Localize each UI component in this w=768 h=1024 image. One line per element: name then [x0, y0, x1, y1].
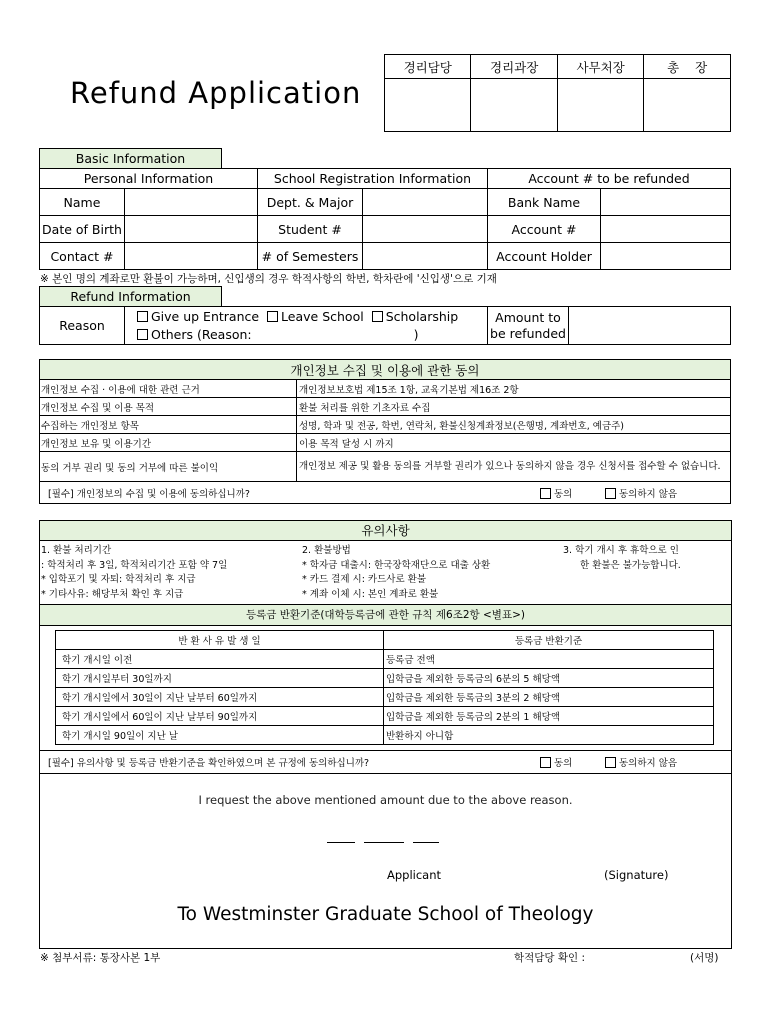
- notice-col-1: 1. 환불 처리기간 : 학적처리 후 3일, 학적처리기간 포함 약 7일 * 입학포기 및 자퇴: 학적처리 후 지급 * 기타사유: 해당부처 확인 후 지급: [41, 545, 228, 600]
- privacy-row-value: 이용 목적 달성 시 까지: [297, 434, 731, 452]
- standard-cell: 입학금을 제외한 등록금의 6분의 5 해당액: [384, 669, 714, 688]
- notice-col-2: 2. 환불방법 * 학자금 대출시: 한국장학재단으로 대출 상환 * 카드 결제 시: 카드사로 환불 * 계좌 이체 시: 본인 계좌로 환불: [302, 545, 491, 600]
- others-close-paren: ): [413, 326, 419, 342]
- field-semesters[interactable]: [363, 243, 488, 270]
- label-reason: Reason: [40, 307, 125, 345]
- privacy-title: 개인정보 수집 및 이용에 관한 동의: [40, 360, 731, 380]
- option-scholarship[interactable]: Scholarship: [372, 309, 459, 324]
- standard-cell: 학기 개시일 이전: [56, 650, 384, 669]
- privacy-row-label: 개인정보 수집 및 이용 목적: [40, 398, 297, 416]
- field-student-number[interactable]: [363, 216, 488, 243]
- standard-cell: 등록금 전액: [384, 650, 714, 669]
- request-text: I request the above mentioned amount due to the above reason.: [198, 793, 573, 807]
- privacy-disagree[interactable]: 동의하지 않음: [605, 486, 677, 500]
- standard-cell: 학기 개시일에서 60일이 지난 날부터 90일까지: [56, 707, 384, 726]
- label-account-holder: Account Holder: [488, 243, 601, 270]
- checkbox-icon[interactable]: [540, 488, 551, 499]
- label-name: Name: [40, 189, 125, 216]
- field-account-number[interactable]: [601, 216, 731, 243]
- approval-sign-box[interactable]: [557, 79, 643, 132]
- option-others[interactable]: Others (Reason:: [137, 327, 252, 342]
- date-line-day[interactable]: [413, 842, 439, 843]
- label-amount: Amount to be refunded: [488, 307, 569, 345]
- checkbox-icon[interactable]: [137, 311, 148, 322]
- approval-header: 경리과장: [471, 55, 557, 79]
- field-dept-major[interactable]: [363, 189, 488, 216]
- field-bank-name[interactable]: [601, 189, 731, 216]
- label-contact: Contact #: [40, 243, 125, 270]
- approval-header: 경리담당: [385, 55, 471, 79]
- date-line-year[interactable]: [327, 842, 355, 843]
- field-account-holder[interactable]: [601, 243, 731, 270]
- attachments-note: ※ 첨부서류: 통장사본 1부: [40, 952, 161, 964]
- standard-cell: 입학금을 제외한 등록금의 2분의 1 해당액: [384, 707, 714, 726]
- checkbox-icon[interactable]: [372, 311, 383, 322]
- standard-header: 등록금 반환기준: [384, 631, 714, 650]
- checkbox-icon[interactable]: [605, 757, 616, 768]
- date-line-month[interactable]: [364, 842, 404, 843]
- notice-col-3: 3. 학기 개시 후 휴학으로 인 한 환불은 불가능합니다.: [563, 545, 681, 571]
- refund-standard-title: 등록금 반환기준(대학등록금에 관한 규칙 제6조2항 <별표>): [40, 604, 731, 626]
- signature-label: (Signature): [604, 868, 669, 882]
- notice-agree[interactable]: 동의: [540, 755, 572, 769]
- checkbox-icon[interactable]: [540, 757, 551, 768]
- notice-consent-row: [40, 750, 731, 774]
- approval-sign-box[interactable]: [471, 79, 557, 132]
- refund-info-table: [39, 306, 731, 345]
- field-dob[interactable]: [125, 216, 258, 243]
- option-give-up[interactable]: Give up Entrance: [137, 309, 259, 324]
- label-dob: Date of Birth: [40, 216, 125, 243]
- standard-cell: 학기 개시일에서 30일이 지난 날부터 60일까지: [56, 688, 384, 707]
- privacy-row-label: 개인정보 수집 · 이용에 대한 관련 근거: [40, 380, 297, 398]
- standard-cell: 입학금을 제외한 등록금의 3분의 2 해당액: [384, 688, 714, 707]
- col-header-school: School Registration Information: [258, 169, 488, 189]
- field-name[interactable]: [125, 189, 258, 216]
- refund-info-label: Refund Information: [39, 286, 222, 307]
- privacy-table: [39, 359, 731, 504]
- standard-header: 반 환 사 유 발 생 일: [56, 631, 384, 650]
- refund-standard-table: [55, 630, 714, 745]
- approval-sign-box[interactable]: [644, 79, 731, 132]
- col-header-account: Account # to be refunded: [488, 169, 731, 189]
- field-amount[interactable]: [569, 307, 731, 345]
- page-title: Refund Application: [70, 76, 362, 110]
- label-account-number: Account #: [488, 216, 601, 243]
- privacy-row-label: 개인정보 보유 및 이용기간: [40, 434, 297, 452]
- basic-note: ※ 본인 명의 계좌로만 환불이 가능하며, 신입생의 경우 학적사항의 학번, 학차란에 '신입생'으로 기재: [40, 273, 497, 285]
- privacy-row-label: 동의 거부 권리 및 동의 거부에 따른 불이익: [40, 452, 297, 482]
- field-contact[interactable]: [125, 243, 258, 270]
- approval-table: [384, 54, 731, 132]
- to-line: To Westminster Graduate School of Theology: [177, 904, 594, 925]
- privacy-consent-question: [필수] 개인정보의 수집 및 이용에 동의하십니까?: [48, 488, 250, 500]
- label-student-number: Student #: [258, 216, 363, 243]
- privacy-row-value: 성명, 학과 및 전공, 학번, 연락처, 환불신청계좌정보(은행명, 계좌번호, 예금주): [297, 416, 731, 434]
- privacy-row-value: 개인정보보호법 제15조 1항, 교육기본법 제16조 2항: [297, 380, 731, 398]
- checkbox-icon[interactable]: [267, 311, 278, 322]
- standard-cell: 학기 개시일 90일이 지난 날: [56, 726, 384, 745]
- basic-info-table: [39, 168, 731, 270]
- col-header-personal: Personal Information: [40, 169, 258, 189]
- privacy-row-label: 수집하는 개인정보 항목: [40, 416, 297, 434]
- notice-consent-question: [필수] 유의사항 및 등록금 반환기준을 확인하였으며 본 규정에 동의하십니까?: [48, 758, 370, 769]
- label-semesters: # of Semesters: [258, 243, 363, 270]
- standard-cell: 반환하지 아니함: [384, 726, 714, 745]
- approval-header: 사무처장: [557, 55, 643, 79]
- label-bank-name: Bank Name: [488, 189, 601, 216]
- registrar-seal: (서명): [690, 952, 719, 964]
- applicant-label: Applicant: [387, 868, 442, 882]
- privacy-agree[interactable]: 동의: [540, 486, 572, 500]
- registrar-confirm: 학적담당 확인 :: [514, 952, 586, 964]
- notice-title: 유의사항: [40, 521, 731, 541]
- option-leave-school[interactable]: Leave School: [267, 309, 364, 324]
- approval-header: 총 장: [644, 55, 731, 79]
- standard-cell: 학기 개시일부터 30일까지: [56, 669, 384, 688]
- notice-disagree[interactable]: 동의하지 않음: [605, 755, 677, 769]
- basic-info-label: Basic Information: [39, 148, 222, 169]
- label-dept-major: Dept. & Major: [258, 189, 363, 216]
- checkbox-icon[interactable]: [137, 329, 148, 340]
- approval-sign-box[interactable]: [385, 79, 471, 132]
- checkbox-icon[interactable]: [605, 488, 616, 499]
- privacy-row-value: 환불 처리를 위한 기초자료 수집: [297, 398, 731, 416]
- privacy-row-value: 개인정보 제공 및 활용 동의를 거부할 권리가 있으나 동의하지 않을 경우 신청서를 접수할 수 없습니다.: [297, 452, 731, 482]
